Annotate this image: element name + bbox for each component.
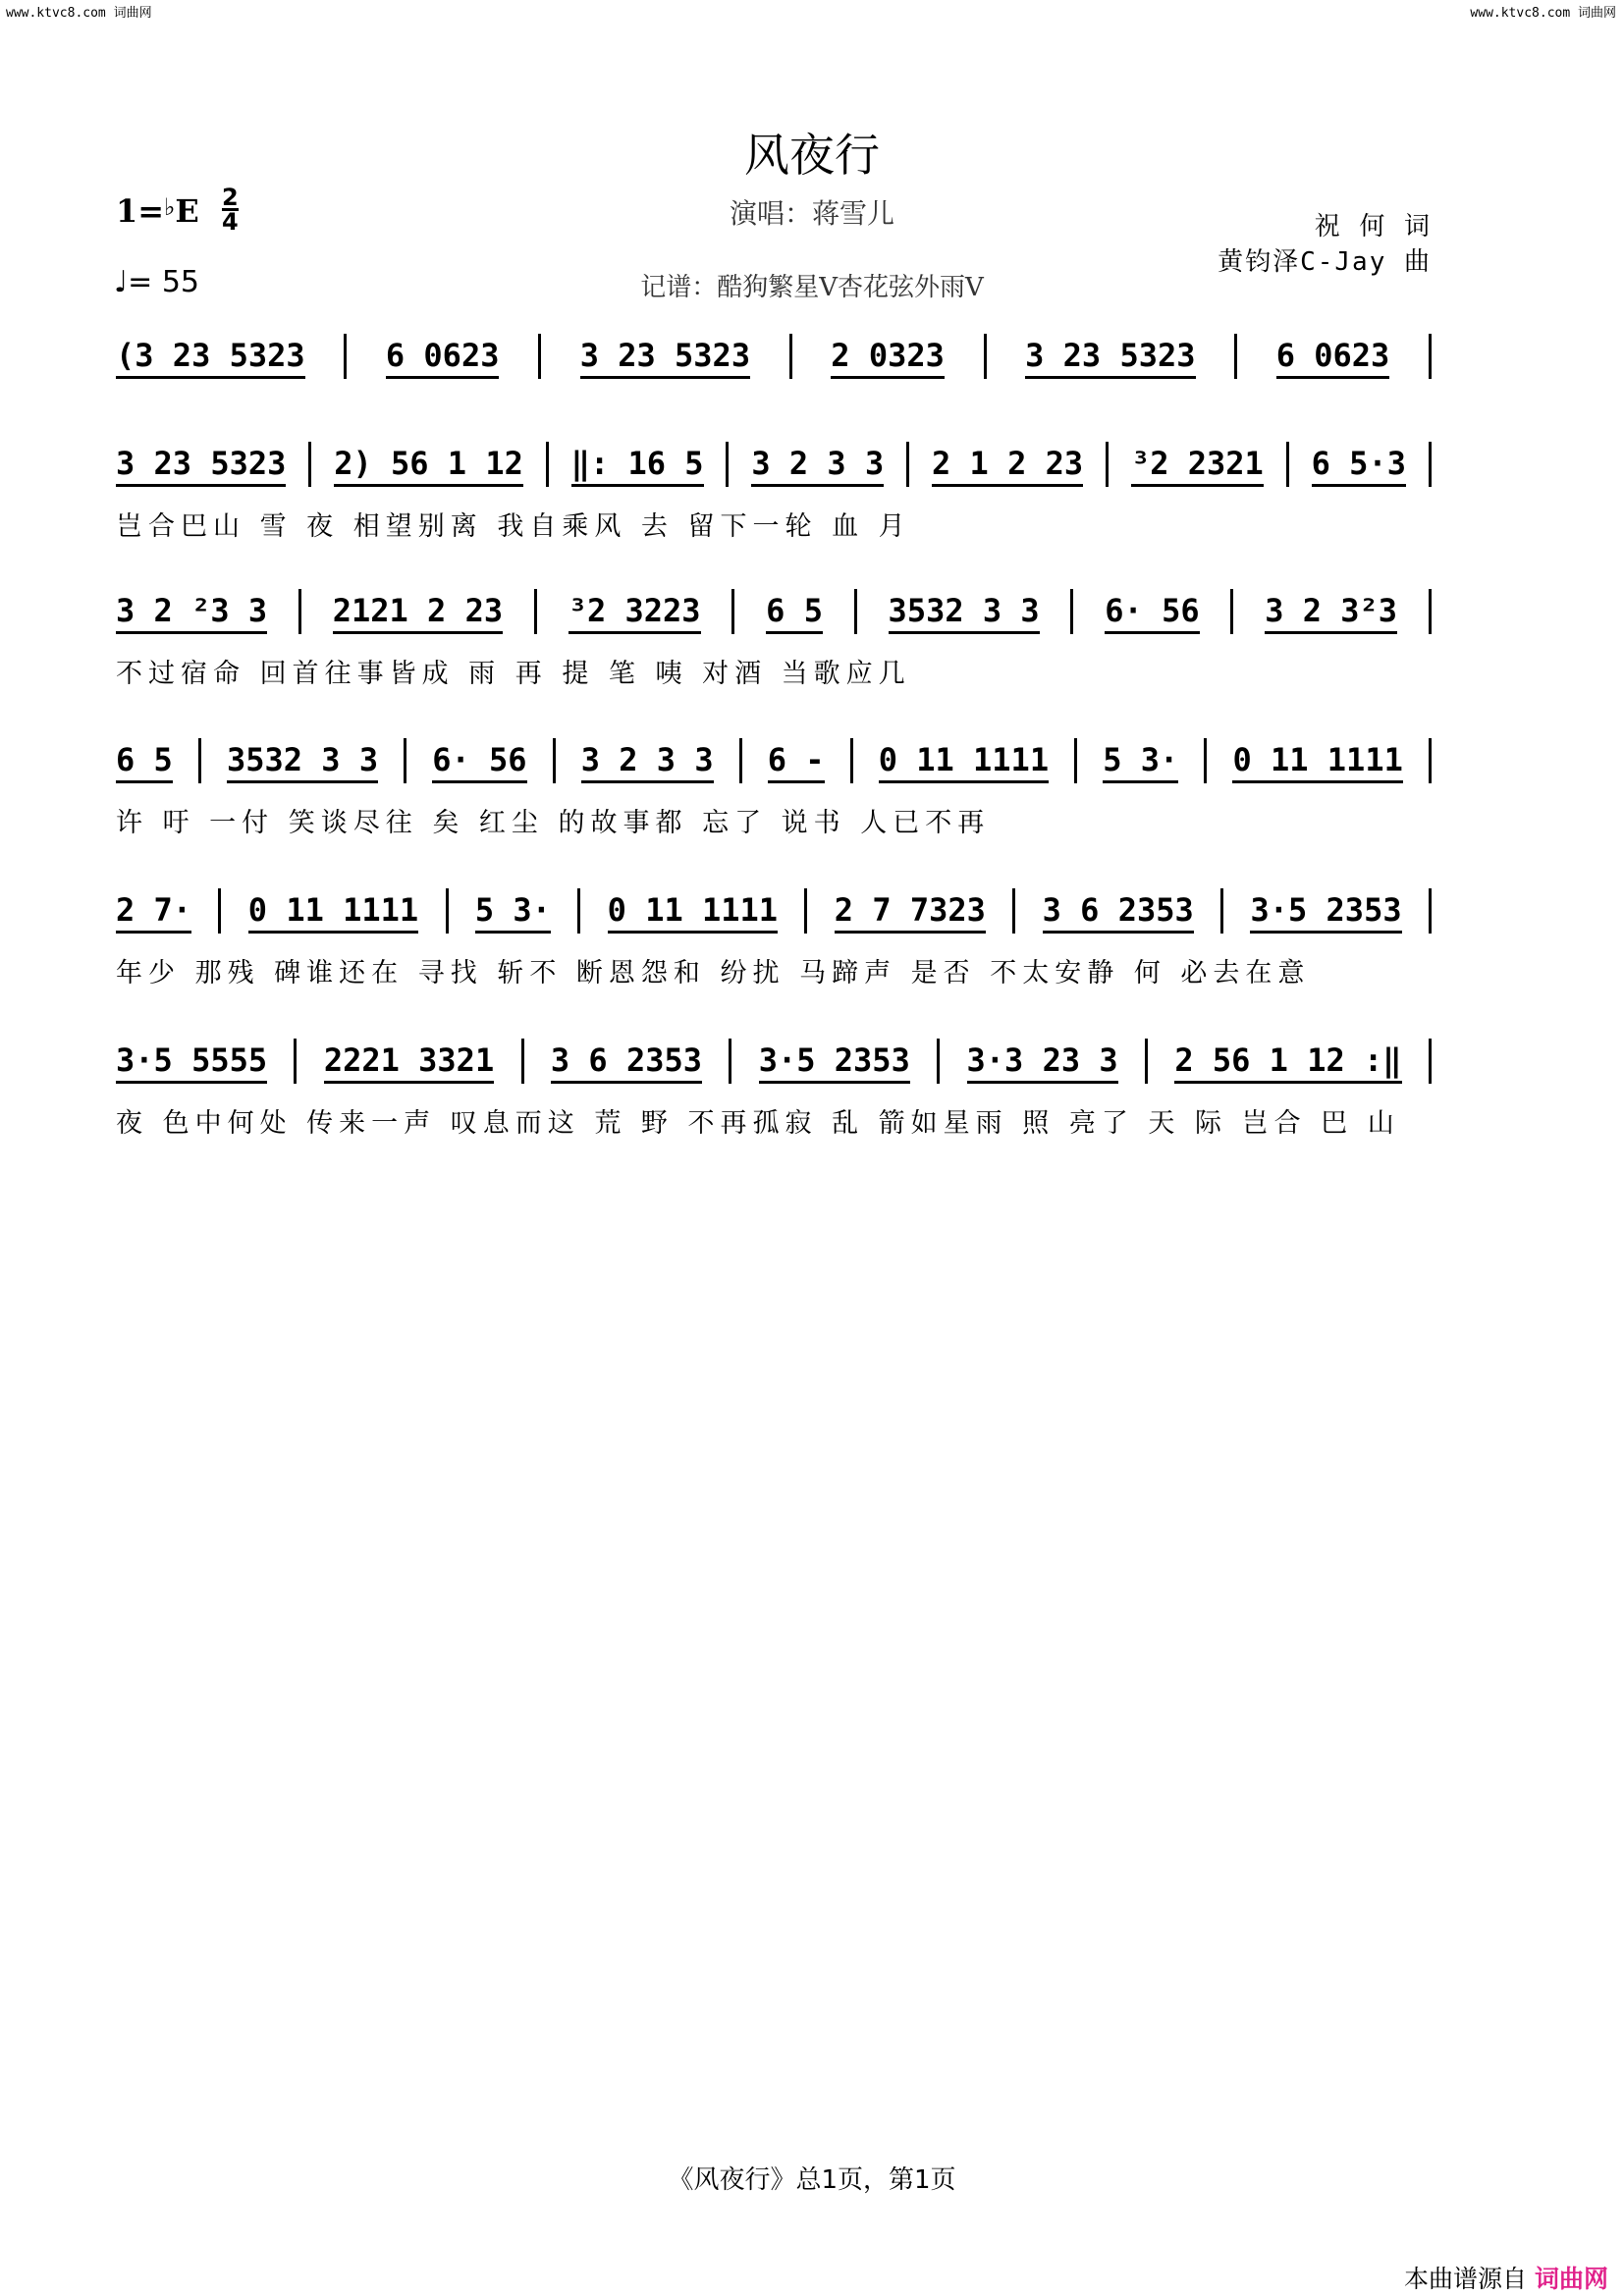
bar-line — [344, 334, 347, 379]
lyrics-line: 岂合巴山 雪 夜 相望别离 我自乘风 去 留下一轮 血 月 — [116, 511, 911, 542]
measure: 6 5 — [116, 741, 173, 783]
bar-line — [726, 442, 729, 487]
measure: 3 6 2353 — [1043, 891, 1194, 934]
bar-line — [1429, 589, 1432, 634]
measure: (3 23 5323 — [116, 337, 305, 379]
bar-line — [404, 738, 406, 783]
bar-line — [538, 334, 541, 379]
tempo-value: = 55 — [128, 265, 200, 299]
source-credit — [1404, 2260, 1608, 2295]
bar-line — [1286, 442, 1289, 487]
quarter-note-icon: ♩ — [114, 265, 129, 299]
bar-line — [198, 738, 201, 783]
key-note: E — [175, 192, 199, 230]
measure: 3 23 5323 — [116, 445, 286, 487]
measure: 2 56 1 12 :‖ — [1174, 1041, 1401, 1084]
score-row — [116, 1039, 1432, 1084]
source-site-logo: 词曲网 — [1534, 2265, 1608, 2293]
measure: 2 1 2 23 — [932, 445, 1083, 487]
bar-line — [1429, 888, 1432, 934]
lyrics-line: 夜 色中何处 传来一声 叹息而这 荒 野 不再孤寂 乱 箭如星雨 照 亮了 天 际 岂合 巴 山 — [116, 1108, 1400, 1139]
flat-icon: ♭ — [164, 192, 176, 221]
bar-line — [739, 738, 742, 783]
score-row — [116, 888, 1432, 934]
bar-line — [1220, 888, 1223, 934]
bar-line — [1429, 334, 1432, 379]
bar-line — [446, 888, 449, 934]
measure: 2 0323 — [831, 337, 945, 379]
bar-line — [729, 1039, 731, 1084]
bar-line — [789, 334, 792, 379]
measure: 2221 3321 — [324, 1041, 494, 1084]
measure: 6· 56 — [432, 741, 526, 783]
bar-line — [553, 738, 556, 783]
measure: 3·5 2353 — [759, 1041, 910, 1084]
measure: 3532 3 3 — [227, 741, 378, 783]
key-prefix: 1= — [116, 192, 165, 230]
lyrics-line: 年少 那残 碑谁还在 寻找 斩不 断恩怨和 纷扰 马蹄声 是否 不太安静 何 必去在意 — [116, 958, 1311, 988]
page-footer: 《风夜行》总1页，第1页 — [668, 2165, 956, 2195]
lyricist-credit: 祝 何 词 — [1314, 212, 1432, 241]
measure: 5 3· — [1103, 741, 1178, 783]
time-signature-bottom: 4 — [222, 208, 239, 236]
measure: 0 11 1111 — [608, 891, 778, 934]
measure: 3 2 ²3 3 — [116, 592, 267, 634]
measure: 3 6 2353 — [551, 1041, 702, 1084]
bar-line — [1429, 738, 1432, 783]
bar-line — [534, 589, 537, 634]
measure: 6 - — [768, 741, 825, 783]
bar-line — [850, 738, 853, 783]
transcriber-credit: 记谱：酷狗繁星V杏花弦外雨V — [640, 273, 984, 302]
measure: 3·5 2353 — [1250, 891, 1401, 934]
bar-line — [1106, 442, 1109, 487]
measure: 6 5·3 — [1312, 445, 1406, 487]
bar-line — [906, 442, 909, 487]
measure: 0 11 1111 — [1232, 741, 1402, 783]
measure: 6· 56 — [1105, 592, 1199, 634]
site-url-right: www.ktvc8.com 词曲网 — [1470, 6, 1616, 21]
bar-line — [1070, 589, 1073, 634]
bar-line — [1234, 334, 1237, 379]
bar-line — [1145, 1039, 1148, 1084]
measure: 2 7 7323 — [835, 891, 986, 934]
measure: 3·5 5555 — [116, 1041, 267, 1084]
bar-line — [1074, 738, 1077, 783]
measure: 2 7· — [116, 891, 191, 934]
measure: 3532 3 3 — [889, 592, 1040, 634]
time-signature-top: 2 — [222, 184, 239, 211]
lyrics-line: 不过宿命 回首往事皆成 雨 再 提 笔 咦 对酒 当歌应几 — [116, 659, 911, 689]
composer-credit: 黄钧泽C-Jay 曲 — [1218, 247, 1432, 277]
site-url-left: www.ktvc8.com 词曲网 — [6, 6, 152, 21]
score-row — [116, 442, 1432, 487]
measure: ³2 3223 — [568, 592, 701, 634]
measure: 3 23 5323 — [1025, 337, 1195, 379]
measure: 6 0623 — [1276, 337, 1390, 379]
score-row — [116, 334, 1432, 379]
bar-line — [804, 888, 807, 934]
bar-line — [521, 1039, 524, 1084]
bar-line — [984, 334, 987, 379]
measure: 3 2 3 3 — [751, 445, 884, 487]
singer-credit: 演唱：蒋雪儿 — [729, 197, 894, 230]
source-label: 本曲谱源自 — [1404, 2265, 1528, 2293]
bar-line — [546, 442, 549, 487]
measure: 3 2 3²3 — [1265, 592, 1397, 634]
bar-line — [294, 1039, 297, 1084]
measure: 0 11 1111 — [248, 891, 418, 934]
measure: 3 23 5323 — [580, 337, 750, 379]
measure: ³2 2321 — [1131, 445, 1264, 487]
bar-line — [1230, 589, 1233, 634]
measure: 2121 2 23 — [333, 592, 503, 634]
measure: 6 5 — [766, 592, 823, 634]
lyrics-line: 许 吁 一付 笑谈尽往 矣 红尘 的故事都 忘了 说书 人已不再 — [116, 808, 991, 838]
bar-line — [308, 442, 311, 487]
score-row — [116, 738, 1432, 783]
measure: 3 2 3 3 — [581, 741, 714, 783]
bar-line — [731, 589, 734, 634]
bar-line — [1429, 442, 1432, 487]
measure: 3·3 23 3 — [967, 1041, 1118, 1084]
score-row — [116, 589, 1432, 634]
measure: 6 0623 — [386, 337, 500, 379]
bar-line — [1429, 1039, 1432, 1084]
bar-line — [1012, 888, 1015, 934]
measure: 0 11 1111 — [879, 741, 1049, 783]
bar-line — [298, 589, 301, 634]
measure: 2) 56 1 12 — [334, 445, 523, 487]
bar-line — [854, 589, 857, 634]
bar-line — [218, 888, 221, 934]
bar-line — [1204, 738, 1207, 783]
bar-line — [937, 1039, 940, 1084]
bar-line — [577, 888, 580, 934]
measure: 5 3· — [475, 891, 551, 934]
song-title: 风夜行 — [744, 129, 880, 182]
measure: ‖: 16 5 — [571, 445, 704, 487]
